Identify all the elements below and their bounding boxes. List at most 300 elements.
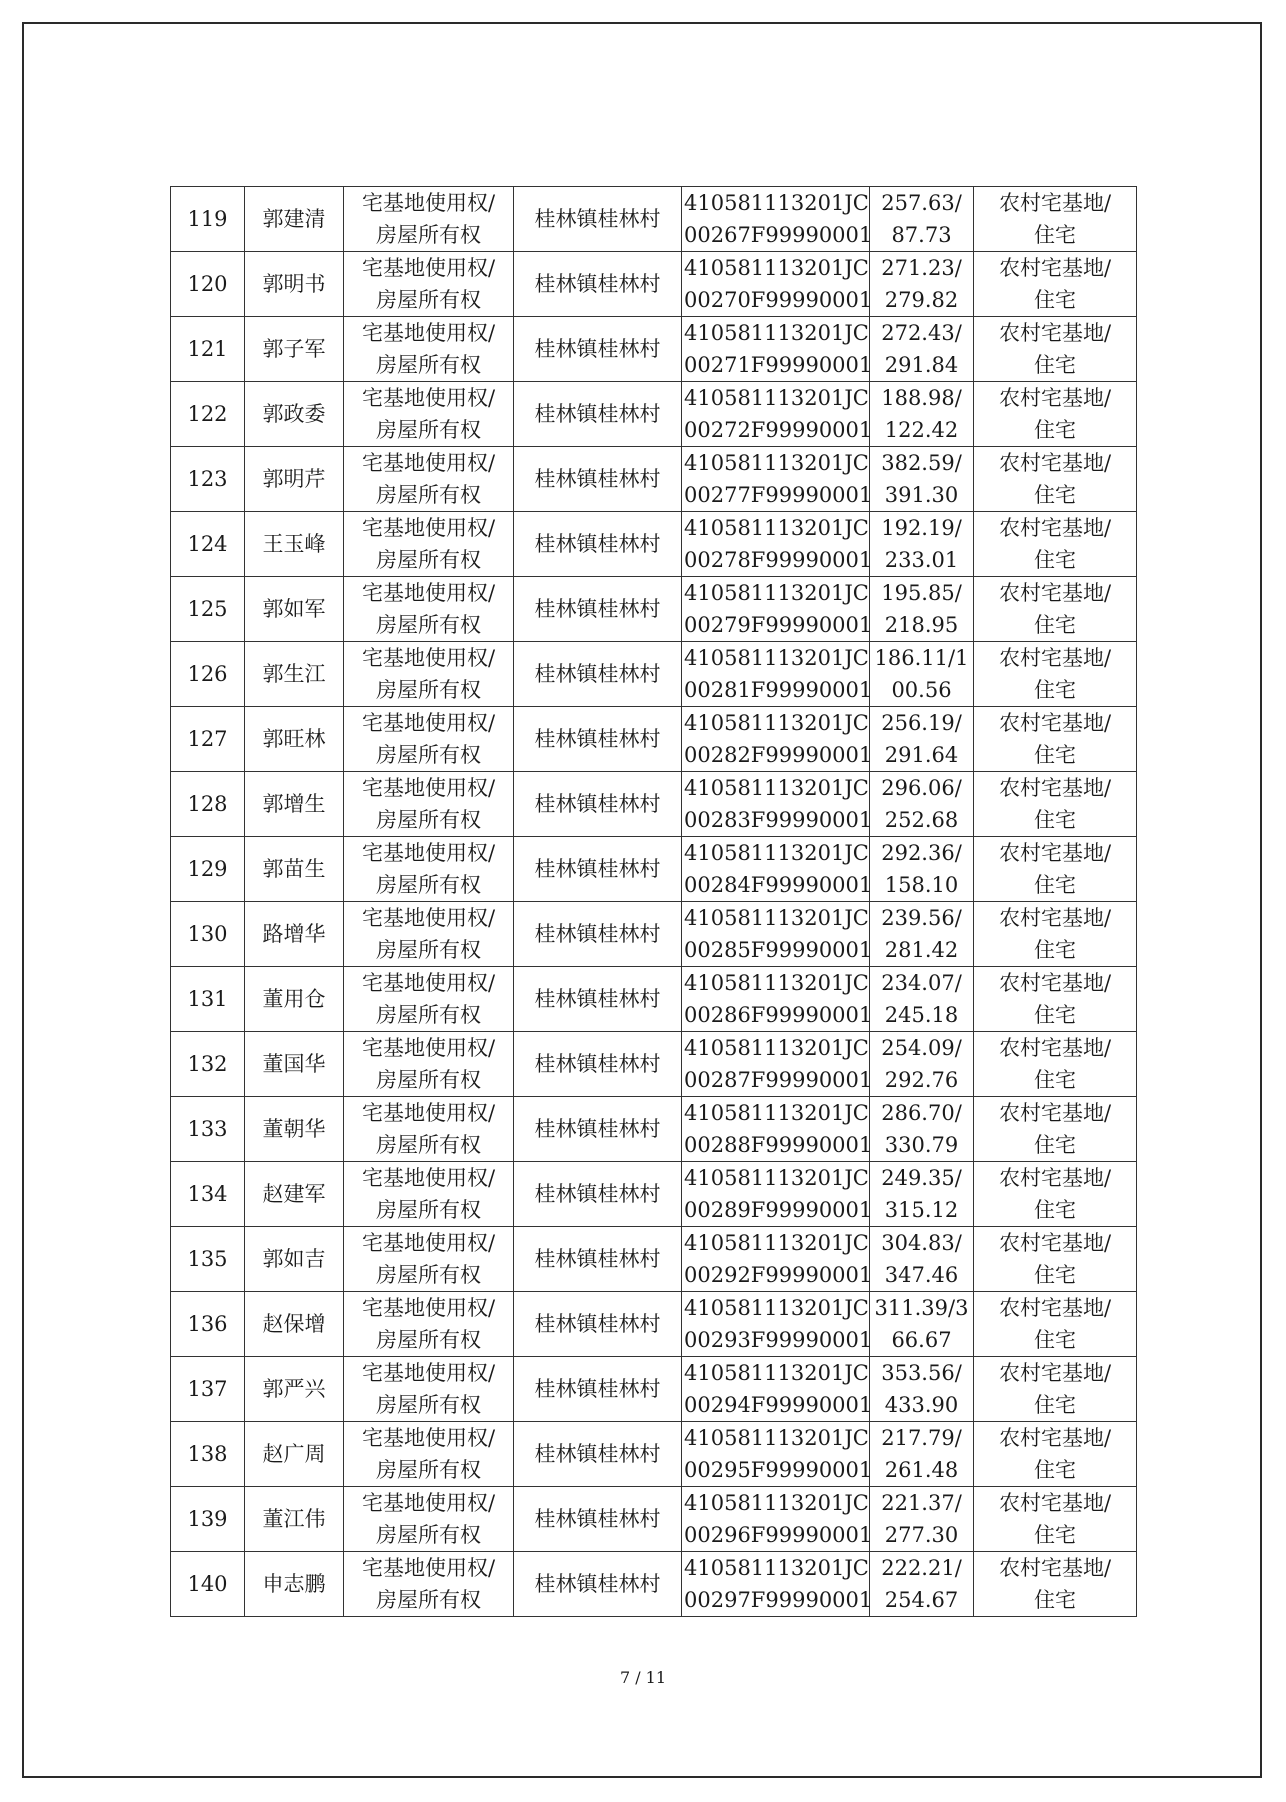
unit-code-line: 410581113201JC <box>684 1101 869 1125</box>
area-line: 286.70/ <box>881 1101 962 1125</box>
area-line: 272.43/ <box>881 321 962 345</box>
usage-cell <box>974 707 1137 772</box>
area-line: 00.56 <box>891 678 952 702</box>
usage-line: 住宅 <box>1034 548 1076 572</box>
area-line: 330.79 <box>884 1133 959 1157</box>
usage-line: 农村宅基地/ <box>998 1491 1112 1515</box>
usage-line: 农村宅基地/ <box>998 646 1112 670</box>
registry-table-body <box>171 187 1137 1617</box>
location-cell: 桂林镇桂林村 <box>514 707 682 772</box>
usage-cell <box>974 382 1137 447</box>
owner-name-cell: 郭明书 <box>245 252 344 317</box>
area-line: 256.19/ <box>881 711 962 735</box>
usage-line: 住宅 <box>1034 483 1076 507</box>
unit-code-cell <box>682 1162 873 1227</box>
location-cell: 桂林镇桂林村 <box>514 1227 682 1292</box>
unit-code-line: 00294F99990001 <box>684 1393 873 1417</box>
table-row <box>171 1552 1137 1617</box>
right-type-line: 宅基地使用权/ <box>361 1036 496 1060</box>
usage-line: 住宅 <box>1034 1068 1076 1092</box>
area-line: 254.67 <box>884 1588 959 1612</box>
row-number-cell: 139 <box>171 1487 245 1552</box>
unit-code-line: 410581113201JC <box>684 256 869 280</box>
location-cell: 桂林镇桂林村 <box>514 317 682 382</box>
right-type-line: 宅基地使用权/ <box>361 191 496 215</box>
unit-code-line: 410581113201JC <box>684 1231 869 1255</box>
usage-line: 农村宅基地/ <box>998 1426 1112 1450</box>
row-number-cell: 123 <box>171 447 245 512</box>
owner-name-cell: 董用仓 <box>245 967 344 1032</box>
area-cell <box>870 252 974 317</box>
table-row <box>171 252 1137 317</box>
table-row <box>171 512 1137 577</box>
usage-line: 住宅 <box>1034 1328 1076 1352</box>
right-type-line: 房屋所有权 <box>376 1263 481 1287</box>
right-type-line: 房屋所有权 <box>376 1133 481 1157</box>
unit-code-cell <box>682 1357 873 1422</box>
area-line: 252.68 <box>884 808 959 832</box>
unit-code-cell <box>682 1422 873 1487</box>
table-row <box>171 1227 1137 1292</box>
area-line: 315.12 <box>884 1198 959 1222</box>
right-type-line: 宅基地使用权/ <box>361 971 496 995</box>
owner-name-cell: 郭政委 <box>245 382 344 447</box>
unit-code-line: 410581113201JC <box>684 1036 869 1060</box>
owner-name-cell: 郭明芹 <box>245 447 344 512</box>
unit-code-line: 00289F99990001 <box>684 1198 873 1222</box>
right-type-cell <box>344 512 514 577</box>
usage-line: 农村宅基地/ <box>998 1556 1112 1580</box>
right-type-line: 宅基地使用权/ <box>361 1231 496 1255</box>
right-type-cell <box>344 187 514 252</box>
right-type-line: 房屋所有权 <box>376 873 481 897</box>
unit-code-cell <box>682 1227 873 1292</box>
area-cell <box>870 707 974 772</box>
right-type-line: 宅基地使用权/ <box>361 1491 496 1515</box>
owner-name-cell: 路增华 <box>245 902 344 967</box>
usage-cell <box>974 1227 1137 1292</box>
area-line: 254.09/ <box>881 1036 962 1060</box>
usage-cell <box>974 512 1137 577</box>
owner-name-cell: 赵广周 <box>245 1422 344 1487</box>
location-cell: 桂林镇桂林村 <box>514 1292 682 1357</box>
area-line: 391.30 <box>884 483 959 507</box>
unit-code-line: 00282F99990001 <box>684 743 873 767</box>
row-number-cell: 121 <box>171 317 245 382</box>
area-line: 382.59/ <box>881 451 962 475</box>
usage-line: 住宅 <box>1034 353 1076 377</box>
table-row <box>171 1357 1137 1422</box>
location-cell: 桂林镇桂林村 <box>514 447 682 512</box>
location-cell: 桂林镇桂林村 <box>514 967 682 1032</box>
area-line: 217.79/ <box>881 1426 962 1450</box>
usage-line: 农村宅基地/ <box>998 386 1112 410</box>
right-type-line: 宅基地使用权/ <box>361 841 496 865</box>
area-cell <box>870 1162 974 1227</box>
right-type-line: 房屋所有权 <box>376 1458 481 1482</box>
right-type-line: 房屋所有权 <box>376 678 481 702</box>
unit-code-cell <box>682 1032 873 1097</box>
owner-name-cell: 郭增生 <box>245 772 344 837</box>
right-type-line: 房屋所有权 <box>376 1003 481 1027</box>
right-type-cell <box>344 1097 514 1162</box>
area-line: 304.83/ <box>881 1231 962 1255</box>
right-type-line: 宅基地使用权/ <box>361 1166 496 1190</box>
location-cell: 桂林镇桂林村 <box>514 187 682 252</box>
area-cell <box>870 512 974 577</box>
row-number-cell: 126 <box>171 642 245 707</box>
right-type-line: 宅基地使用权/ <box>361 581 496 605</box>
area-line: 353.56/ <box>881 1361 962 1385</box>
right-type-line: 房屋所有权 <box>376 938 481 962</box>
area-cell <box>870 967 974 1032</box>
row-number-cell: 127 <box>171 707 245 772</box>
usage-line: 住宅 <box>1034 1458 1076 1482</box>
usage-cell <box>974 837 1137 902</box>
usage-line: 住宅 <box>1034 938 1076 962</box>
right-type-cell <box>344 382 514 447</box>
location-cell: 桂林镇桂林村 <box>514 837 682 902</box>
right-type-line: 房屋所有权 <box>376 1068 481 1092</box>
unit-code-line: 00297F99990001 <box>684 1588 873 1612</box>
area-line: 158.10 <box>884 873 959 897</box>
right-type-line: 房屋所有权 <box>376 353 481 377</box>
area-cell <box>870 1292 974 1357</box>
right-type-line: 宅基地使用权/ <box>361 711 496 735</box>
usage-line: 住宅 <box>1034 613 1076 637</box>
usage-line: 住宅 <box>1034 1588 1076 1612</box>
table-row <box>171 577 1137 642</box>
usage-line: 住宅 <box>1034 1198 1076 1222</box>
location-cell: 桂林镇桂林村 <box>514 772 682 837</box>
unit-code-line: 00277F99990001 <box>684 483 873 507</box>
right-type-line: 房屋所有权 <box>376 743 481 767</box>
usage-cell <box>974 1487 1137 1552</box>
area-line: 195.85/ <box>881 581 962 605</box>
table-row <box>171 1162 1137 1227</box>
table-row <box>171 1032 1137 1097</box>
unit-code-line: 410581113201JC <box>684 1556 869 1580</box>
area-line: 218.95 <box>884 613 959 637</box>
table-row <box>171 837 1137 902</box>
area-cell <box>870 837 974 902</box>
usage-line: 农村宅基地/ <box>998 321 1112 345</box>
unit-code-line: 410581113201JC <box>684 1426 869 1450</box>
row-number-cell: 133 <box>171 1097 245 1162</box>
owner-name-cell: 董江伟 <box>245 1487 344 1552</box>
property-registry-table <box>170 186 1137 1617</box>
right-type-cell <box>344 252 514 317</box>
unit-code-line: 00295F99990001 <box>684 1458 873 1482</box>
owner-name-cell: 郭严兴 <box>245 1357 344 1422</box>
right-type-line: 房屋所有权 <box>376 1198 481 1222</box>
unit-code-line: 00292F99990001 <box>684 1263 873 1287</box>
owner-name-cell: 赵建军 <box>245 1162 344 1227</box>
usage-cell <box>974 772 1137 837</box>
usage-line: 农村宅基地/ <box>998 1231 1112 1255</box>
usage-cell <box>974 642 1137 707</box>
right-type-cell <box>344 1357 514 1422</box>
area-cell <box>870 187 974 252</box>
area-line: 311.39/3 <box>874 1296 969 1320</box>
usage-line: 住宅 <box>1034 678 1076 702</box>
right-type-cell <box>344 577 514 642</box>
usage-line: 农村宅基地/ <box>998 1166 1112 1190</box>
usage-line: 农村宅基地/ <box>998 906 1112 930</box>
right-type-line: 房屋所有权 <box>376 288 481 312</box>
area-cell <box>870 1552 974 1617</box>
row-number-cell: 132 <box>171 1032 245 1097</box>
area-line: 66.67 <box>891 1328 952 1352</box>
area-line: 192.19/ <box>881 516 962 540</box>
usage-cell <box>974 447 1137 512</box>
owner-name-cell: 申志鹏 <box>245 1552 344 1617</box>
location-cell: 桂林镇桂林村 <box>514 642 682 707</box>
location-cell: 桂林镇桂林村 <box>514 382 682 447</box>
unit-code-line: 410581113201JC <box>684 386 869 410</box>
area-line: 347.46 <box>884 1263 959 1287</box>
row-number-cell: 131 <box>171 967 245 1032</box>
right-type-cell <box>344 1162 514 1227</box>
area-line: 257.63/ <box>881 191 962 215</box>
area-line: 433.90 <box>884 1393 959 1417</box>
usage-line: 住宅 <box>1034 418 1076 442</box>
usage-cell <box>974 252 1137 317</box>
area-cell <box>870 642 974 707</box>
usage-line: 住宅 <box>1034 808 1076 832</box>
area-line: 221.37/ <box>881 1491 962 1515</box>
unit-code-line: 410581113201JC <box>684 516 869 540</box>
unit-code-cell <box>682 577 873 642</box>
right-type-cell <box>344 1487 514 1552</box>
usage-cell <box>974 1032 1137 1097</box>
area-cell <box>870 577 974 642</box>
right-type-line: 宅基地使用权/ <box>361 451 496 475</box>
right-type-line: 房屋所有权 <box>376 418 481 442</box>
unit-code-cell <box>682 512 873 577</box>
right-type-line: 宅基地使用权/ <box>361 906 496 930</box>
table-row <box>171 187 1137 252</box>
usage-cell <box>974 317 1137 382</box>
unit-code-line: 00271F99990001 <box>684 353 873 377</box>
row-number-cell: 129 <box>171 837 245 902</box>
area-line: 291.84 <box>884 353 959 377</box>
unit-code-cell <box>682 382 873 447</box>
right-type-cell <box>344 707 514 772</box>
usage-line: 农村宅基地/ <box>998 1036 1112 1060</box>
right-type-line: 房屋所有权 <box>376 548 481 572</box>
area-line: 222.21/ <box>881 1556 962 1580</box>
location-cell: 桂林镇桂林村 <box>514 1357 682 1422</box>
table-row <box>171 967 1137 1032</box>
table-row <box>171 772 1137 837</box>
row-number-cell: 130 <box>171 902 245 967</box>
usage-line: 住宅 <box>1034 873 1076 897</box>
usage-line: 农村宅基地/ <box>998 581 1112 605</box>
usage-line: 住宅 <box>1034 1263 1076 1287</box>
usage-line: 住宅 <box>1034 1393 1076 1417</box>
right-type-cell <box>344 447 514 512</box>
right-type-line: 宅基地使用权/ <box>361 646 496 670</box>
unit-code-line: 410581113201JC <box>684 581 869 605</box>
area-line: 292.76 <box>884 1068 959 1092</box>
row-number-cell: 128 <box>171 772 245 837</box>
owner-name-cell: 郭如吉 <box>245 1227 344 1292</box>
unit-code-cell <box>682 967 873 1032</box>
usage-line: 住宅 <box>1034 288 1076 312</box>
unit-code-line: 410581113201JC <box>684 1361 869 1385</box>
unit-code-line: 410581113201JC <box>684 971 869 995</box>
right-type-line: 房屋所有权 <box>376 1393 481 1417</box>
usage-line: 农村宅基地/ <box>998 451 1112 475</box>
location-cell: 桂林镇桂林村 <box>514 252 682 317</box>
unit-code-line: 410581113201JC <box>684 711 869 735</box>
area-cell <box>870 1227 974 1292</box>
page-number: 7 / 11 <box>619 1668 667 1687</box>
table-row <box>171 1097 1137 1162</box>
unit-code-cell <box>682 187 873 252</box>
owner-name-cell: 董国华 <box>245 1032 344 1097</box>
unit-code-line: 410581113201JC <box>684 1166 869 1190</box>
row-number-cell: 124 <box>171 512 245 577</box>
unit-code-line: 00284F99990001 <box>684 873 873 897</box>
row-number-cell: 137 <box>171 1357 245 1422</box>
unit-code-line: 00285F99990001 <box>684 938 873 962</box>
owner-name-cell: 郭如军 <box>245 577 344 642</box>
table-row <box>171 642 1137 707</box>
right-type-line: 宅基地使用权/ <box>361 256 496 280</box>
right-type-line: 房屋所有权 <box>376 223 481 247</box>
usage-line: 农村宅基地/ <box>998 776 1112 800</box>
unit-code-line: 00296F99990001 <box>684 1523 873 1547</box>
usage-line: 农村宅基地/ <box>998 971 1112 995</box>
right-type-cell <box>344 1032 514 1097</box>
usage-line: 农村宅基地/ <box>998 191 1112 215</box>
table-row <box>171 707 1137 772</box>
area-line: 279.82 <box>884 288 959 312</box>
right-type-line: 房屋所有权 <box>376 483 481 507</box>
area-line: 188.98/ <box>881 386 962 410</box>
right-type-cell <box>344 967 514 1032</box>
right-type-line: 宅基地使用权/ <box>361 321 496 345</box>
usage-line: 农村宅基地/ <box>998 516 1112 540</box>
right-type-line: 房屋所有权 <box>376 1588 481 1612</box>
owner-name-cell: 郭苗生 <box>245 837 344 902</box>
unit-code-line: 410581113201JC <box>684 1491 869 1515</box>
unit-code-line: 00281F99990001 <box>684 678 873 702</box>
table-row <box>171 1292 1137 1357</box>
right-type-line: 宅基地使用权/ <box>361 386 496 410</box>
unit-code-line: 410581113201JC <box>684 841 869 865</box>
right-type-cell <box>344 1552 514 1617</box>
row-number-cell: 140 <box>171 1552 245 1617</box>
unit-code-line: 410581113201JC <box>684 321 869 345</box>
table-row <box>171 382 1137 447</box>
unit-code-line: 410581113201JC <box>684 191 869 215</box>
location-cell: 桂林镇桂林村 <box>514 902 682 967</box>
table-row <box>171 1422 1137 1487</box>
area-line: 186.11/1 <box>874 646 969 670</box>
unit-code-line: 410581113201JC <box>684 646 869 670</box>
unit-code-cell <box>682 707 873 772</box>
usage-line: 农村宅基地/ <box>998 1296 1112 1320</box>
usage-line: 住宅 <box>1034 1003 1076 1027</box>
usage-cell <box>974 1357 1137 1422</box>
area-cell <box>870 1422 974 1487</box>
unit-code-line: 00293F99990001 <box>684 1328 873 1352</box>
area-line: 234.07/ <box>881 971 962 995</box>
table-row <box>171 317 1137 382</box>
unit-code-line: 00287F99990001 <box>684 1068 873 1092</box>
unit-code-line: 410581113201JC <box>684 451 869 475</box>
usage-cell <box>974 1422 1137 1487</box>
unit-code-cell <box>682 837 873 902</box>
unit-code-line: 00267F99990001 <box>684 223 873 247</box>
unit-code-line: 00288F99990001 <box>684 1133 873 1157</box>
unit-code-line: 410581113201JC <box>684 906 869 930</box>
area-line: 122.42 <box>884 418 959 442</box>
location-cell: 桂林镇桂林村 <box>514 1032 682 1097</box>
right-type-cell <box>344 902 514 967</box>
usage-cell <box>974 577 1137 642</box>
usage-cell <box>974 1162 1137 1227</box>
unit-code-cell <box>682 1487 873 1552</box>
usage-line: 农村宅基地/ <box>998 711 1112 735</box>
row-number-cell: 120 <box>171 252 245 317</box>
area-line: 261.48 <box>884 1458 959 1482</box>
usage-cell <box>974 1292 1137 1357</box>
unit-code-line: 410581113201JC <box>684 776 869 800</box>
right-type-line: 宅基地使用权/ <box>361 516 496 540</box>
location-cell: 桂林镇桂林村 <box>514 1097 682 1162</box>
unit-code-line: 00272F99990001 <box>684 418 873 442</box>
unit-code-cell <box>682 772 873 837</box>
usage-line: 农村宅基地/ <box>998 256 1112 280</box>
usage-cell <box>974 902 1137 967</box>
right-type-line: 宅基地使用权/ <box>361 1426 496 1450</box>
unit-code-cell <box>682 317 873 382</box>
area-cell <box>870 1357 974 1422</box>
location-cell: 桂林镇桂林村 <box>514 577 682 642</box>
area-line: 87.73 <box>891 223 952 247</box>
area-cell <box>870 902 974 967</box>
table-row <box>171 447 1137 512</box>
unit-code-cell <box>682 1097 873 1162</box>
unit-code-line: 410581113201JC <box>684 1296 869 1320</box>
usage-line: 农村宅基地/ <box>998 1101 1112 1125</box>
right-type-cell <box>344 837 514 902</box>
area-line: 271.23/ <box>881 256 962 280</box>
usage-line: 住宅 <box>1034 1523 1076 1547</box>
area-cell <box>870 1487 974 1552</box>
unit-code-line: 00286F99990001 <box>684 1003 873 1027</box>
owner-name-cell: 董朝华 <box>245 1097 344 1162</box>
right-type-cell <box>344 1227 514 1292</box>
table-row <box>171 1487 1137 1552</box>
usage-cell <box>974 187 1137 252</box>
location-cell: 桂林镇桂林村 <box>514 1162 682 1227</box>
owner-name-cell: 郭建清 <box>245 187 344 252</box>
usage-cell <box>974 1552 1137 1617</box>
usage-cell <box>974 967 1137 1032</box>
right-type-line: 房屋所有权 <box>376 808 481 832</box>
right-type-line: 宅基地使用权/ <box>361 776 496 800</box>
right-type-cell <box>344 317 514 382</box>
owner-name-cell: 郭子军 <box>245 317 344 382</box>
area-cell <box>870 1032 974 1097</box>
unit-code-cell <box>682 447 873 512</box>
usage-line: 住宅 <box>1034 223 1076 247</box>
